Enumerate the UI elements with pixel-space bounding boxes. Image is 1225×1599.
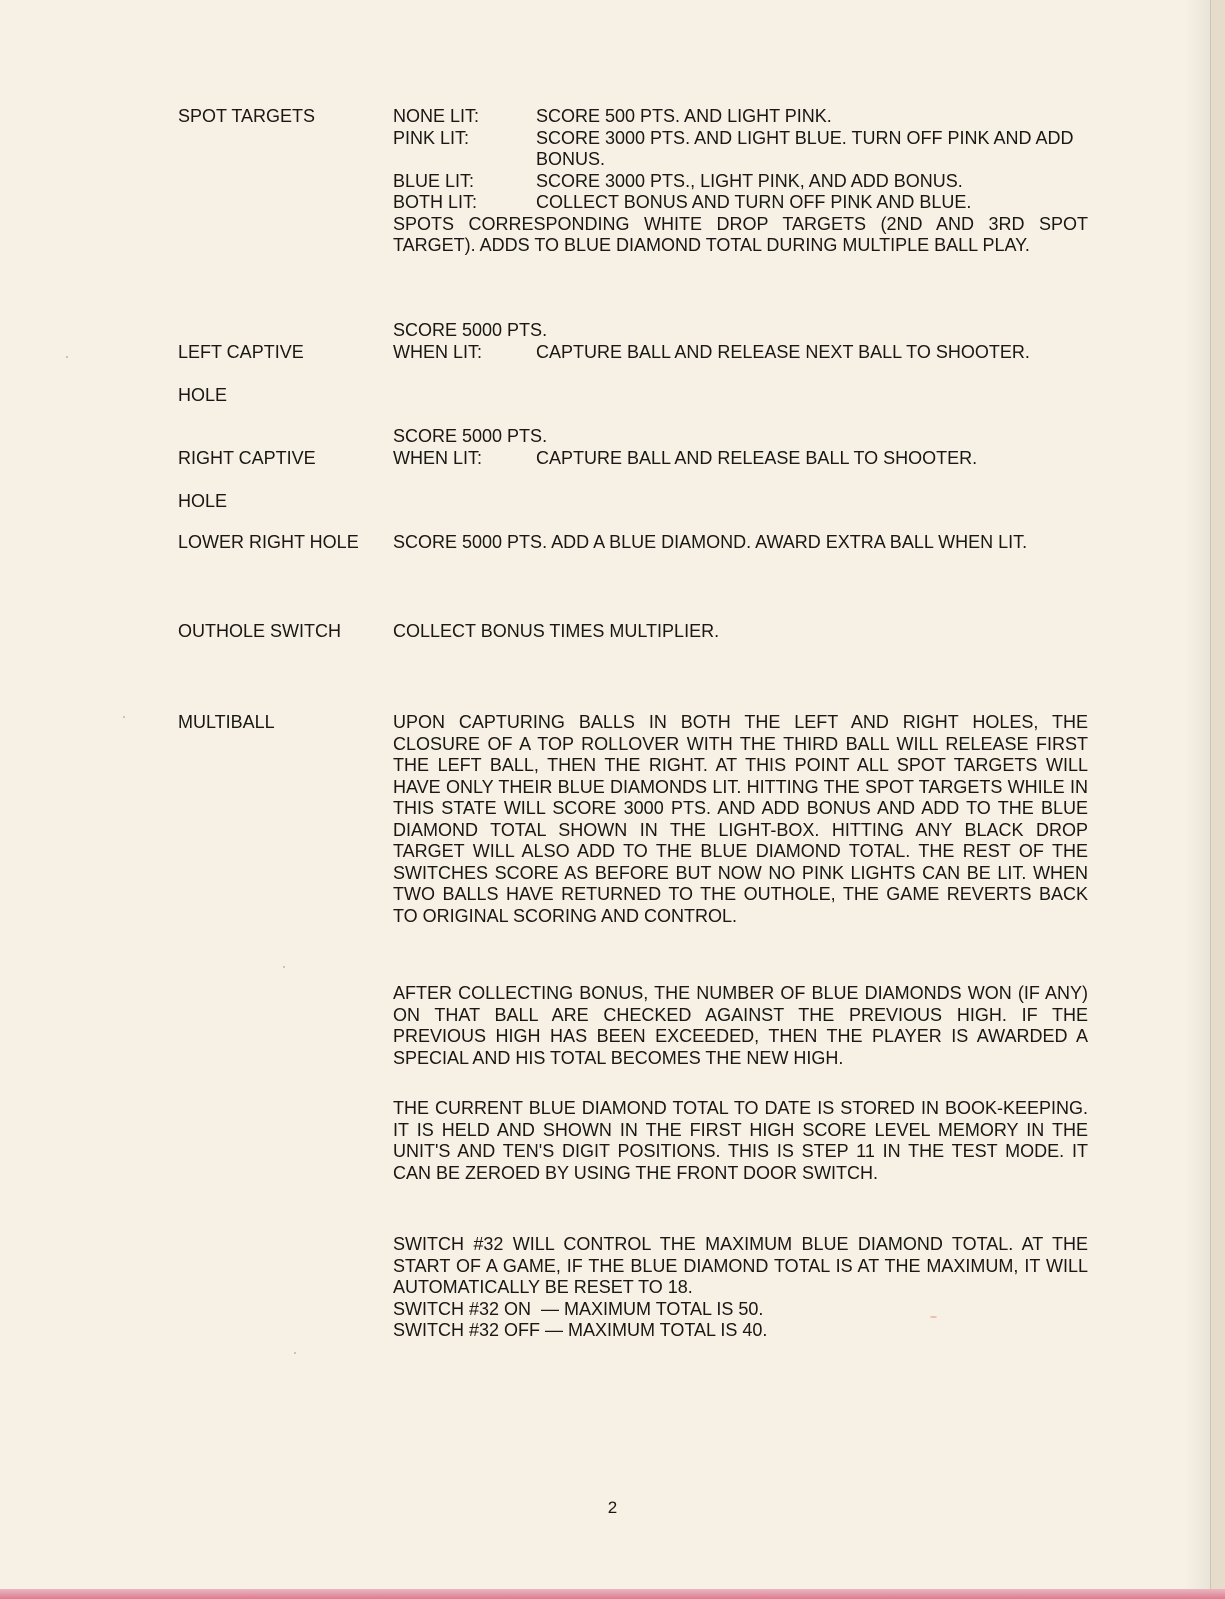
- multiball-paragraph-2: AFTER COLLECTING BONUS, THE NUMBER OF BLUE DIAMONDS WON (IF ANY) ON THAT BALL ARE CHECKED AGAINST THE PREVIOUS HIGH. IF THE PREVIOUS HIGH HAS BEEN EXCEEDED, THEN THE PLAYER IS AWARDED A SPECIAL AND HIS TOTAL BECOMES THE NEW HIGH.: [393, 983, 1088, 1068]
- section-label-left-captive-hole: [178, 320, 378, 428]
- when-lit-key: WHEN LIT:: [393, 447, 483, 468]
- multiball-paragraph-1: UPON CAPTURING BALLS IN BOTH THE LEFT AND RIGHT HOLES, THE CLOSURE OF A TOP ROLLOVER WITH THE THIRD BALL WILL RELEASE FIRST THE LEFT BALL, THEN THE RIGHT. AT THIS POINT ALL SPOT TARGETS WILL HAVE ONLY THEIR BLUE DIAMONDS LIT. HITTING THE SPOT TARGETS WHILE IN THIS STATE WILL SCORE 3000 PTS. AND ADD BONUS AND ADD TO THE BLUE DIAMOND TOTAL SHOWN IN THE LIGHT-BOX. HITTING ANY BLACK DROP TARGET WILL ALSO ADD TO THE BLUE DIAMOND TOTAL. THE REST OF THE SWITCHES SCORE AS BEFORE BUT NOW NO PINK LIGHTS CAN BE LIT. WHEN TWO BALLS HAVE RETURNED TO THE OUTHOLE, THE GAME REVERTS BACK TO ORIGINAL SCORING AND CONTROL.: [393, 712, 1088, 926]
- section-label-outhole-switch: OUTHOLE SWITCH: [178, 621, 342, 641]
- spot-row-value: SCORE 3000 PTS., LIGHT PINK, AND ADD BONUS.: [536, 170, 963, 191]
- label-line: HOLE: [178, 384, 228, 405]
- section-label-spot-targets: SPOT TARGETS: [178, 106, 316, 126]
- spot-row-value: SCORE 500 PTS. AND LIGHT PINK.: [536, 106, 832, 126]
- score-line: SCORE 5000 PTS.: [393, 320, 548, 340]
- spot-row-value: SCORE 3000 PTS. AND LIGHT BLUE. TURN OFF PINK AND ADD BONUS.: [536, 127, 1074, 169]
- section-body-outhole-switch: COLLECT BONUS TIMES MULTIPLIER.: [393, 621, 720, 641]
- spot-row-both-lit: [393, 192, 1088, 214]
- label-line: RIGHT CAPTIVE: [178, 447, 316, 468]
- switch-32-description: SWITCH #32 WILL CONTROL THE MAXIMUM BLUE DIAMOND TOTAL. AT THE START OF A GAME, IF THE BLUE DIAMOND TOTAL IS AT THE MAXIMUM, IT WILL AUTOMATICALLY BE RESET TO 18.: [393, 1234, 1088, 1297]
- spot-targets-note: SPOTS CORRESPONDING WHITE DROP TARGETS (2ND AND 3RD SPOT TARGET). ADDS TO BLUE DIAMOND TOTAL DURING MULTIPLE BALL PLAY.: [393, 213, 1088, 255]
- spot-row-value: COLLECT BONUS AND TURN OFF PINK AND BLUE.: [536, 192, 972, 212]
- paper-speck: [930, 1316, 937, 1318]
- when-lit-row: [393, 448, 1088, 470]
- paper-speck: [123, 716, 125, 718]
- multiball-paragraph-4: [393, 1234, 1088, 1342]
- paper-speck: [294, 1352, 296, 1354]
- switch-32-on-line: SWITCH #32 ON — MAXIMUM TOTAL IS 50.: [393, 1298, 764, 1319]
- section-label-right-captive-hole: [178, 426, 378, 534]
- spot-row-blue-lit: [393, 171, 1088, 193]
- spot-row-key: NONE LIT:: [393, 106, 480, 126]
- spot-row-pink-lit: [393, 128, 1088, 171]
- section-label-multiball: MULTIBALL: [178, 712, 275, 732]
- switch-32-off-line: SWITCH #32 OFF — MAXIMUM TOTAL IS 40.: [393, 1320, 768, 1340]
- when-lit-row: [393, 342, 1088, 364]
- spot-row-key: BLUE LIT:: [393, 170, 475, 191]
- when-lit-value: CAPTURE BALL AND RELEASE NEXT BALL TO SHOOTER.: [536, 341, 1030, 362]
- section-body-lower-right-hole: SCORE 5000 PTS. ADD A BLUE DIAMOND. AWARD EXTRA BALL WHEN LIT.: [393, 532, 1028, 552]
- section-body-spot-targets: [393, 106, 1088, 257]
- paper-speck: [66, 356, 68, 358]
- page-number: 2: [607, 1498, 618, 1517]
- label-line: HOLE: [178, 490, 228, 511]
- spot-row-key: PINK LIT:: [393, 127, 470, 148]
- section-body-right-captive-hole: [393, 426, 1088, 469]
- label-line: LEFT CAPTIVE: [178, 341, 304, 362]
- when-lit-value: CAPTURE BALL AND RELEASE BALL TO SHOOTER.: [536, 447, 978, 468]
- paper-speck: [283, 966, 285, 968]
- multiball-paragraph-3: THE CURRENT BLUE DIAMOND TOTAL TO DATE IS STORED IN BOOK-KEEPING. IT IS HELD AND SHOWN IN THE FIRST HIGH SCORE LEVEL MEMORY IN THE UNIT'S AND TEN'S DIGIT POSITIONS. THIS IS STEP 11 IN THE TEST MODE. IT CAN BE ZEROED BY USING THE FRONT DOOR SWITCH.: [393, 1098, 1088, 1183]
- spot-row-key: BOTH LIT:: [393, 192, 478, 212]
- section-body-left-captive-hole: [393, 320, 1088, 363]
- spot-row-none-lit: [393, 106, 1088, 128]
- score-line: SCORE 5000 PTS.: [393, 426, 548, 446]
- when-lit-key: WHEN LIT:: [393, 341, 483, 362]
- section-label-lower-right-hole: LOWER RIGHT HOLE: [178, 532, 359, 552]
